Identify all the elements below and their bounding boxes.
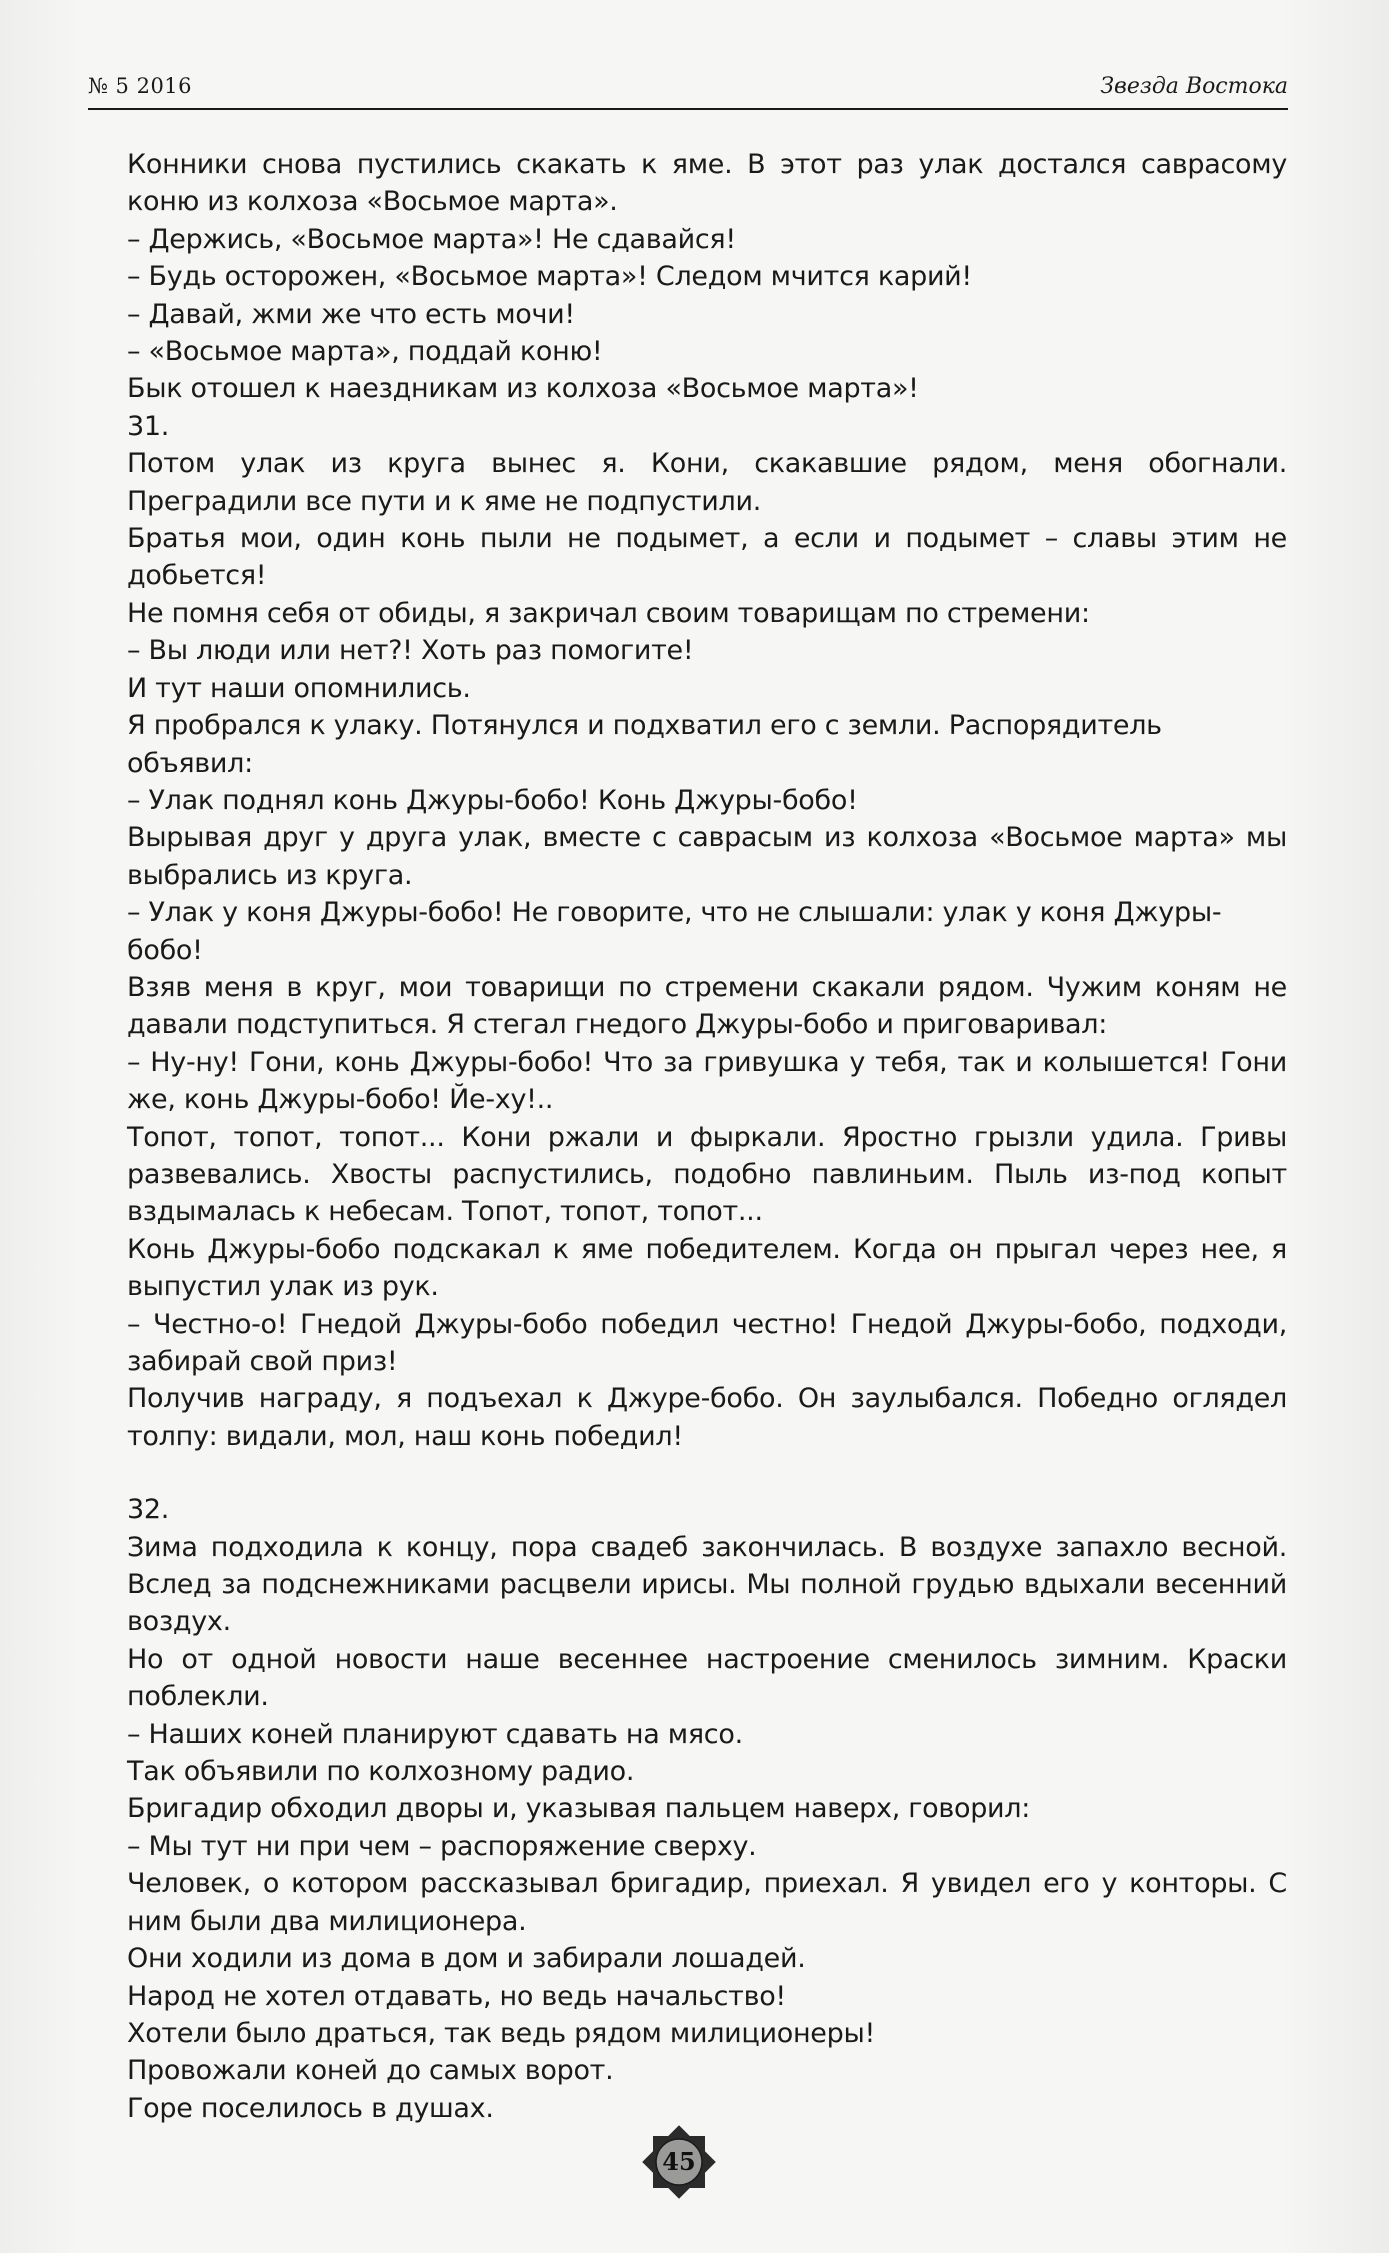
running-header: [88, 74, 1288, 114]
paragraph: – Честно-о! Гнедой Джуры-бобо победил честно! Гнедой Джуры-бобо, подходи, забирай свой приз!: [127, 1308, 1287, 1377]
paragraph: – Улак поднял конь Джуры-бобо! Конь Джуры-бобо!: [127, 784, 858, 816]
paragraph: Хотели было драться, так ведь рядом милиционеры!: [127, 2017, 875, 2049]
issue-number: № 5 2016: [88, 74, 193, 98]
paragraph: Бригадир обходил дворы и, указывая пальцем наверх, говорил:: [127, 1793, 1031, 1825]
paragraph: Топот, топот, топот... Кони ржали и фыркали. Яростно грызли удила. Гривы развевались. Хвосты распустились, подобно павлиньим. Пыль из-под копыт вздымалась к небесам. Топот, топот, топот...: [127, 1121, 1287, 1228]
paragraph: Они ходили из дома в дом и забирали лошадей.: [127, 1943, 806, 1975]
paragraph: – Улак у коня Джуры-бобо! Не говорите, что не слышали: улак у коня Джуры-бобо!: [127, 897, 1222, 966]
paragraph: Не помня себя от обиды, я закричал своим товарищам по стремени:: [127, 597, 1090, 629]
paragraph: Народ не хотел отдавать, но ведь начальство!: [127, 1980, 786, 2012]
paragraph: Так объявили по колхозному радио.: [127, 1756, 635, 1788]
section-number: 32.: [127, 1494, 170, 1526]
paragraph: Вырывая друг у друга улак, вместе с саврасым из колхоза «Восьмое марта» мы выбрались из круга.: [127, 822, 1287, 891]
paragraph: Потом улак из круга вынес я. Кони, скакавшие рядом, меня обогнали. Преградили все пути и к яме не подпустили.: [127, 448, 1287, 517]
paragraph: – Давай, жми же что есть мочи!: [127, 298, 575, 330]
page-number-badge: [639, 2122, 719, 2202]
journal-title: Звезда Востока: [1100, 74, 1288, 99]
paragraph: Провожали коней до самых ворот.: [127, 2055, 614, 2087]
paragraph: Горе поселилось в душах.: [127, 2092, 494, 2124]
paragraph: – Будь осторожен, «Восьмое марта»! Следом мчится карий!: [127, 261, 972, 293]
paragraph: Конь Джуры-бобо подскакал к яме победителем. Когда он прыгал через нее, я выпустил улак из рук.: [127, 1233, 1287, 1303]
page-number: 45: [662, 2147, 696, 2176]
paragraph: Я пробрался к улаку. Потянулся и подхватил его с земли. Распорядитель объявил:: [127, 710, 1162, 779]
paragraph: Взяв меня в круг, мои товарищи по стремени скакали рядом. Чужим коням не давали подступиться. Я стегал гнедого Джуры-бобо и приговаривал:: [127, 971, 1287, 1041]
paragraph: – Мы тут ни при чем – распоряжение сверху.: [127, 1830, 757, 1862]
article-body: [127, 146, 1287, 2127]
paragraph: Конники снова пустились скакать к яме. В этот раз улак достался саврасому коню из колхоза «Восьмое марта».: [127, 149, 1287, 218]
paragraph: – «Восьмое марта», поддай коню!: [127, 336, 603, 368]
paragraph: – Вы люди или нет?! Хоть раз помогите!: [127, 635, 694, 667]
paragraph: – Ну-ну! Гони, конь Джуры-бобо! Что за гривушка у тебя, так и колышется! Гони же, конь Джуры-бобо! Йе-ху!..: [127, 1046, 1287, 1116]
paragraph: – Держись, «Восьмое марта»! Не сдавайся!: [127, 223, 736, 255]
paragraph: Но от одной новости наше весеннее настроение сменилось зимним. Краски поблекли.: [127, 1643, 1287, 1713]
section-gap: [127, 1455, 1287, 1491]
paragraph: Получив награду, я подъехал к Джуре-бобо. Он заулыбался. Победно оглядел толпу: видали, мол, наш конь победил!: [127, 1383, 1287, 1452]
paragraph: Человек, о котором рассказывал бригадир, приехал. Я увидел его у конторы. С ним были два милиционера.: [127, 1868, 1287, 1937]
header-rule: [88, 108, 1288, 110]
paragraph: Бык отошел к наездникам из колхоза «Восьмое марта»!: [127, 373, 919, 405]
paragraph: И тут наши опомнились.: [127, 672, 471, 704]
paragraph: – Наших коней планируют сдавать на мясо.: [127, 1718, 743, 1750]
paragraph: Зима подходила к концу, пора свадеб закончилась. В воздухе запахло весной. Вслед за подснежниками расцвели ирисы. Мы полной грудью вдыхали весенний воздух.: [127, 1531, 1287, 1638]
paragraph: Братья мои, один конь пыли не подымет, а если и подымет – славы этим не добьется!: [127, 523, 1287, 592]
section-number: 31.: [127, 410, 170, 442]
